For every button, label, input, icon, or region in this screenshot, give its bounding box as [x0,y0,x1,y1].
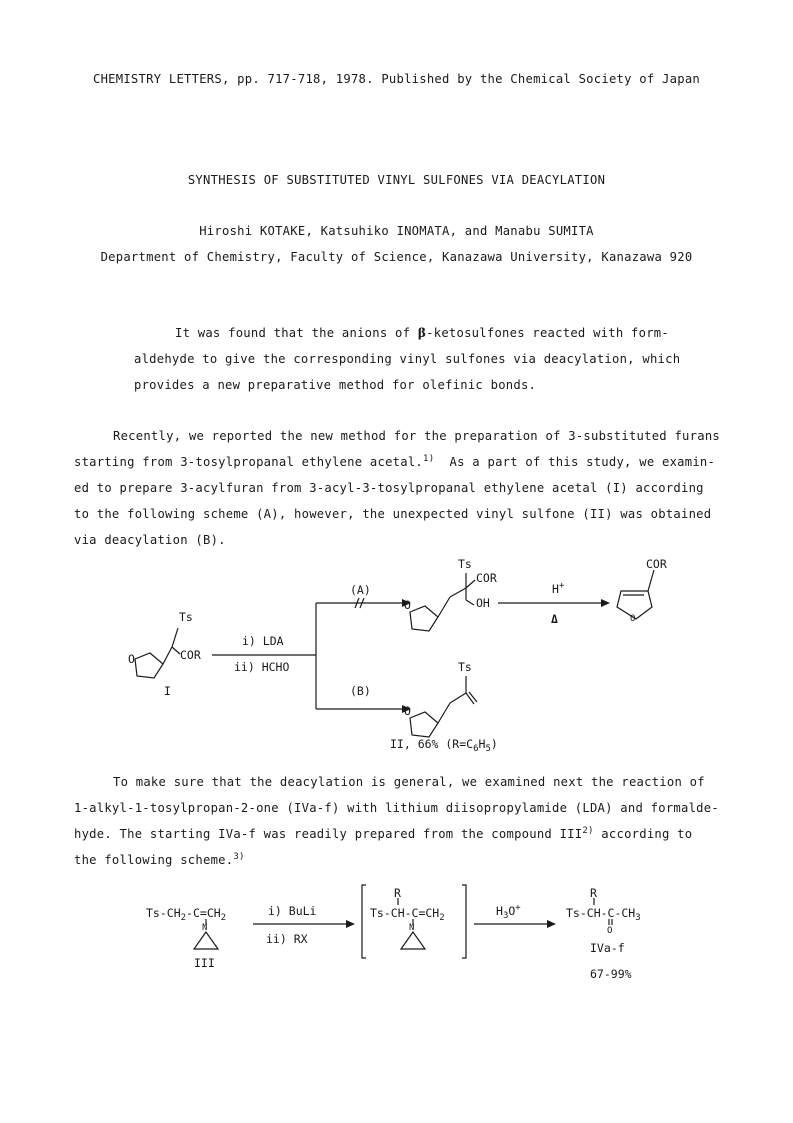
acid-label: H+ [552,581,565,596]
para2-line-3: hyde. The starting IVa-f was readily prepared from the compound III$^{2)}$ according to [74,825,693,841]
abstract-line-3: provides a new preparative method for olefinic bonds. [134,378,537,392]
yield-label: 67-99% [590,967,632,981]
dioxolane-ring-I [135,653,163,678]
nitrogen-label: N [409,923,415,933]
ref-1: 1) [423,453,435,464]
para1-line-2: starting from 3-tosylpropanal ethylene acetal.$^{1)}$ As a part of this study, we examin- [74,453,716,469]
affiliation: Department of Chemistry, Faculty of Science, Kanazawa University, Kanazawa 920 [100,250,693,264]
product-II-label: II, 66% $(R=C_6H_5)$ [390,737,498,754]
reagent-rx: ii) RX [266,932,308,946]
reagent-hcho: ii) HCHO [234,660,290,674]
compound-III-formula: $Ts-CH_2-C=CH_2$ [146,906,227,923]
journal-header: CHEMISTRY LETTERS, pp. 717-718, 1978. Published by the Chemical Society of Japan [93,72,700,86]
oxygen-label: O [404,704,411,718]
compound-label-I: I [164,684,171,698]
para1-line-5: via deacylation (B). [74,533,226,547]
ref-3: 3) [233,851,245,862]
para2-line-4: the following scheme.$^{3)}$ [74,851,245,867]
route-a-label: (A) [350,583,371,597]
nitrogen-label: N [202,923,208,933]
abstract-line-1: It was found that the anions of β-ketosulfones reacted with form- [175,326,669,340]
oxygen-label: O [630,614,636,624]
route-b-label: (B) [350,684,371,698]
abstract-line-2: aldehyde to give the corresponding vinyl sulfones via deacylation, which [134,352,681,366]
authors: Hiroshi KOTAKE, Katsuhiko INOMATA, and Manabu SUMITA [199,224,594,238]
ts-label-A: Ts [458,557,472,571]
hydronium-label: $H_3O^+$ [496,903,521,921]
compound-label-III: III [194,956,215,970]
ts-label-II: Ts [458,660,472,674]
heat-label: Δ [551,612,558,626]
r-label-product: R [590,886,597,900]
cor-label-A: COR [476,571,497,585]
paper-title: SYNTHESIS OF SUBSTITUTED VINYL SULFONES VIA DEACYLATION [187,173,606,187]
dioxolane-ring-II [410,712,438,737]
product-formula: $Ts-CH-C-CH_3$ [566,906,641,923]
para2-line-1: To make sure that the deacylation is general, we examined next the reaction of [113,775,705,789]
compound-label-IV: IVa-f [590,941,625,955]
ts-label-I: Ts [179,610,193,624]
para1-line-1: Recently, we reported the new method for the preparation of 3-substituted furans [113,429,720,443]
oxygen-label: O [404,598,411,612]
r-label-mid: R [394,886,401,900]
intermediate-formula: $Ts-CH-C=CH_2$ [370,906,445,923]
carbonyl-oxygen: O [607,926,613,936]
cor-label-furan: COR [646,557,667,571]
reagent-buli: i) BuLi [268,904,317,918]
cor-label-I: COR [180,648,201,662]
dioxolane-ring-A [410,606,438,631]
ref-2: 2) [582,825,594,836]
para2-line-2: 1-alkyl-1-tosylpropan-2-one (IVa-f) with lithium diisopropylamide (LDA) and formalde- [74,801,719,815]
oh-label: OH [476,596,490,610]
para1-line-4: to the following scheme (A), however, the unexpected vinyl sulfone (II) was obtained [74,507,712,521]
reagent-lda: i) LDA [242,634,284,648]
para1-line-3: ed to prepare 3-acylfuran from 3-acyl-3-tosylpropanal ethylene acetal (I) according [74,481,704,495]
oxygen-label: O [128,652,135,666]
beta-symbol: β [417,326,427,340]
